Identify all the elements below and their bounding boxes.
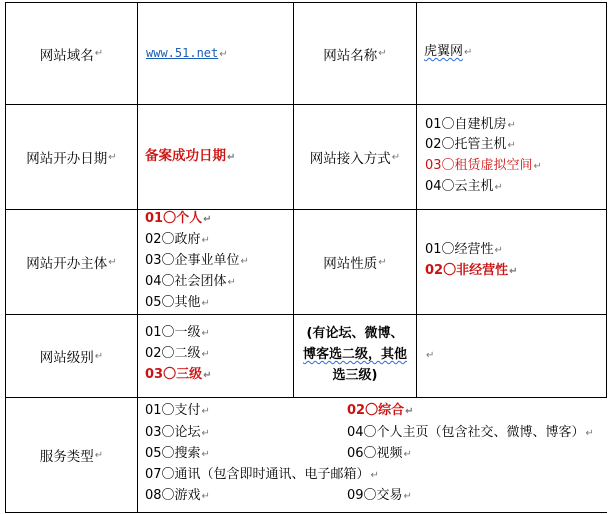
service-option[interactable]: 03〇论坛↵ [145, 425, 210, 440]
level-empty-cell: ↵ [426, 350, 435, 361]
nature-option-selected[interactable]: 02〇非经营性↵ [425, 263, 518, 278]
column-divider [416, 2, 417, 398]
subject-option[interactable]: 05〇其他↵ [145, 295, 210, 310]
service-option[interactable]: 04〇个人主页（包含社交、微博、博客）↵ [347, 425, 594, 440]
level-option-selected[interactable]: 03〇三级↵ [145, 367, 212, 382]
table-border-bottom [5, 512, 607, 513]
subject-option-selected[interactable]: 01〇个人↵ [145, 211, 212, 226]
domain-link[interactable]: www.51.net [146, 46, 219, 60]
access-method-label: 网站接入方式 ↵ [309, 151, 401, 167]
access-option[interactable]: 04〇云主机↵ [425, 179, 503, 194]
open-date-label: 网站开办日期 ↵ [26, 151, 117, 167]
service-option[interactable]: 05〇搜索↵ [145, 446, 210, 461]
open-date-value: 备案成功日期↵ [145, 148, 236, 164]
access-option[interactable]: 02〇托管主机↵ [425, 137, 516, 152]
service-option[interactable]: 07〇通讯（包含即时通讯、电子邮箱）↵ [145, 467, 379, 482]
access-option[interactable]: 01〇自建机房↵ [425, 117, 516, 132]
level-note: (有论坛、微博、 博客选二级，其他 选三级) [302, 326, 407, 383]
service-option[interactable]: 01〇支付↵ [145, 403, 210, 418]
site-name-value: 虎翼网↵ [424, 44, 473, 59]
subject-option[interactable]: 03〇企事业单位↵ [145, 253, 249, 268]
level-option[interactable]: 02〇二级↵ [145, 346, 210, 361]
nature-option[interactable]: 01〇经营性↵ [425, 242, 503, 257]
service-option[interactable]: 09〇交易↵ [347, 488, 412, 503]
subject-option[interactable]: 04〇社会团体↵ [145, 274, 236, 289]
service-option[interactable]: 06〇视频↵ [347, 446, 412, 461]
nature-label: 网站性质 ↵ [323, 256, 387, 272]
subject-option[interactable]: 02〇政府↵ [145, 232, 210, 247]
site-name-label: 网站名称 ↵ [323, 47, 387, 64]
table-border-right [606, 2, 607, 398]
service-option[interactable]: 08〇游戏↵ [145, 488, 210, 503]
subject-label: 网站开办主体 ↵ [26, 256, 117, 272]
column-divider [137, 2, 138, 513]
domain-value[interactable]: www.51.net↵ [146, 46, 228, 60]
access-option-selected[interactable]: 03〇租赁虚拟空间↵ [425, 158, 542, 173]
service-option-selected[interactable]: 02〇综合↵ [347, 403, 414, 418]
level-option[interactable]: 01〇一级↵ [145, 325, 210, 340]
level-label: 网站级别 ↵ [39, 350, 104, 366]
domain-label: 网站域名 ↵ [39, 47, 104, 64]
service-type-label: 服务类型 ↵ [39, 449, 104, 465]
